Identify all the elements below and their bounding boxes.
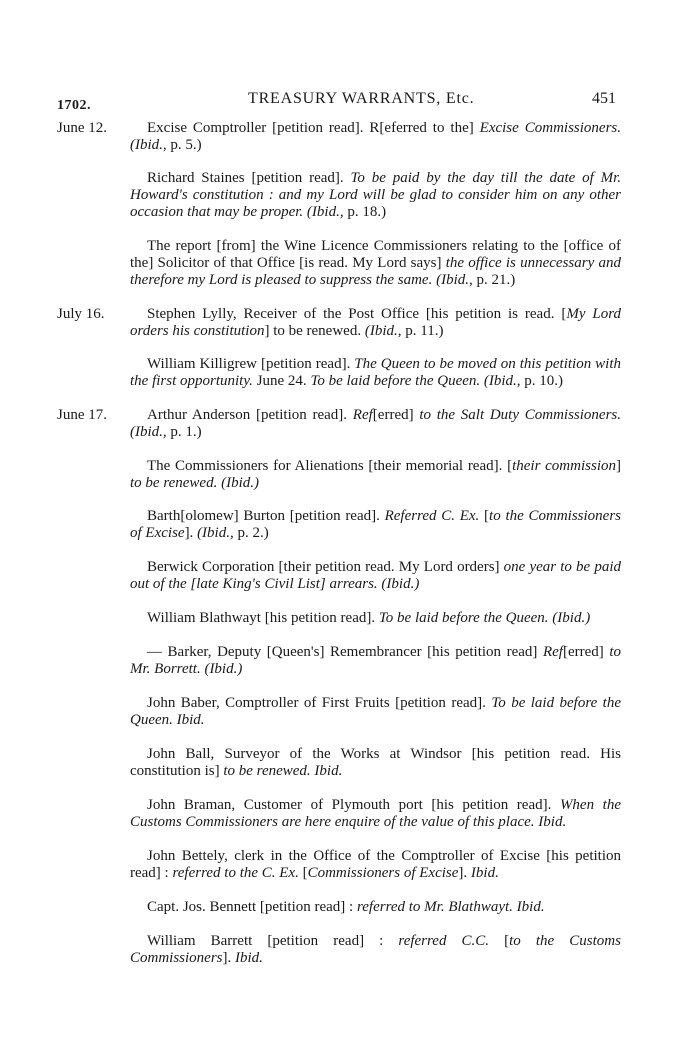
entry-text: p. 10.): [524, 373, 564, 389]
entry-italic-text: to the Commissioners of Excise: [130, 508, 622, 541]
entry-text: [erred]: [372, 407, 420, 423]
entry-text: William Killigrew [petition read].: [147, 356, 355, 372]
entry: [130, 695, 621, 729]
entry-italic-text: to the Customs Commissioners: [130, 933, 621, 966]
entry-text: Excise Comptroller [petition read]. R[eferred to the]: [147, 120, 480, 136]
entry: [130, 933, 621, 967]
entry-date: June 12.: [57, 120, 107, 136]
entry-italic-text: their commission: [512, 458, 616, 474]
entry-italic-text: To be laid before the Queen. Ibid.: [130, 695, 621, 728]
entry-text: John Braman, Customer of Plymouth port [his petition read].: [147, 797, 560, 813]
entry-text: [: [504, 933, 510, 949]
year-label: 1702.: [57, 98, 91, 113]
entry-italic-text: Ibid.: [235, 950, 263, 966]
entry-text: John Ball, Surveyor of the Works at Windsor [his petition read. His constitution is]: [130, 746, 621, 779]
entry: [130, 797, 621, 831]
entry: [130, 458, 621, 492]
entry-italic-text: Commissioners of Excise: [307, 865, 459, 881]
entry-text: ].: [458, 865, 471, 881]
entry-italic-text: the office is unnecessary and therefore my Lord is pleased to suppress the same. (Ibid.,: [130, 255, 621, 288]
entry-text: John Baber, Comptroller of First Fruits [petition read].: [147, 695, 492, 711]
entry-italic-text: to be renewed. Ibid.: [223, 763, 343, 779]
entry-italic-text: Referred C. Ex.: [384, 508, 485, 524]
entry-text: William Blathwayt [his petition read].: [147, 610, 379, 626]
entry-text: William Barrett [petition read] :: [147, 933, 399, 949]
entry-italic-text: To be laid before the Queen. (Ibid.): [378, 610, 591, 626]
entry-text: The Commissioners for Alienations [their memorial read]. [: [147, 458, 513, 474]
entry-italic-text: referred to Mr. Blathwayt. Ibid.: [356, 899, 545, 915]
entry-italic-text: The Queen to be moved on this petition with the first opportunity.: [130, 356, 621, 389]
entry: [130, 170, 621, 221]
entry-text: ].: [222, 950, 236, 966]
entry: [57, 306, 621, 340]
entry-italic-text: to the Salt Duty Commissioners. (Ibid.,: [130, 407, 621, 440]
entry: [130, 610, 621, 627]
entry-italic-text: to be renewed. (Ibid.): [130, 475, 259, 491]
entry-italic-text: To be laid before the Queen. (Ibid.,: [310, 373, 525, 389]
entry-text: p. 18.): [347, 204, 387, 220]
entry-italic-text: Excise Commissioners. (Ibid.,: [130, 120, 621, 153]
entry: [57, 407, 621, 441]
entry-text: p. 21.): [476, 272, 516, 288]
entry-italic-text: Ref: [352, 407, 373, 423]
entry-italic-text: Ibid.: [470, 865, 499, 881]
entry-text: John Bettely, clerk in the Office of the Comptroller of Excise [his petition read] :: [130, 848, 621, 881]
entry-text: Stephen Lylly, Receiver of the Post Office [his petition is read. [: [147, 306, 567, 322]
running-header: [0, 90, 673, 114]
entry: [130, 559, 621, 593]
entry-text: ] to be renewed.: [264, 323, 365, 339]
entry-text: p. 11.): [405, 323, 444, 339]
entry-italic-text: Ref: [542, 644, 563, 660]
entry-text: p. 2.): [237, 525, 269, 541]
entry-text: Richard Staines [petition read].: [147, 170, 351, 186]
entry-italic-text: to Mr. Borrett. (Ibid.): [130, 644, 621, 677]
page-number: 451: [592, 90, 616, 107]
entry-text: — Barker, Deputy [Queen's] Remembrancer [his petition read]: [147, 644, 543, 660]
entry: [130, 644, 621, 678]
entry: [130, 746, 621, 780]
entry-date: June 17.: [57, 407, 107, 423]
entry-text: p. 1.): [170, 424, 202, 440]
entry: [130, 508, 621, 542]
entry-text: [erred]: [562, 644, 610, 660]
entry-text: Capt. Jos. Bennett [petition read] :: [147, 899, 357, 915]
entry-italic-text: referred C.C.: [398, 933, 505, 949]
entry-date: July 16.: [57, 306, 105, 322]
entry-text: Barth[olomew] Burton [petition read].: [147, 508, 385, 524]
entry-text: p. 5.): [170, 137, 202, 153]
entry-text: Berwick Corporation [their petition read. My Lord orders]: [147, 559, 504, 575]
entry-text: ].: [184, 525, 198, 541]
entry-italic-text: My Lord orders his constitution: [130, 306, 621, 339]
entry-italic-text: referred to the C. Ex.: [172, 865, 303, 881]
entry-text: June 24.: [256, 373, 311, 389]
entry-italic-text: (Ibid.,: [197, 525, 238, 541]
entry: [130, 848, 621, 882]
entry: [130, 899, 621, 916]
entry-italic-text: (Ibid.,: [364, 323, 406, 339]
entry: [57, 120, 621, 154]
entry-italic-text: When the Customs Commissioners are here enquire of the value of this place. Ibid.: [130, 797, 621, 830]
entry-italic-text: To be paid by the day till the date of Mr. Howard's constitution : and my Lord will be glad to consider him on any other occasion that may be proper. (Ibid.,: [130, 170, 621, 220]
entries-list: [0, 120, 673, 984]
entry-italic-text: one year to be paid out of the [late King's Civil List] arrears. (Ibid.): [130, 559, 621, 592]
running-title: TREASURY WARRANTS, Etc.: [248, 90, 475, 107]
entry-text: Arthur Anderson [petition read].: [147, 407, 353, 423]
entry-text: ]: [616, 458, 621, 474]
entry: [130, 356, 621, 390]
entry-text: [: [302, 865, 308, 881]
entry: [130, 238, 621, 289]
entry-text: The report [from] the Wine Licence Commissioners relating to the [office of the] Solicitor of that Office [is read. My Lord says]: [130, 238, 621, 271]
entry-text: [: [484, 508, 490, 524]
